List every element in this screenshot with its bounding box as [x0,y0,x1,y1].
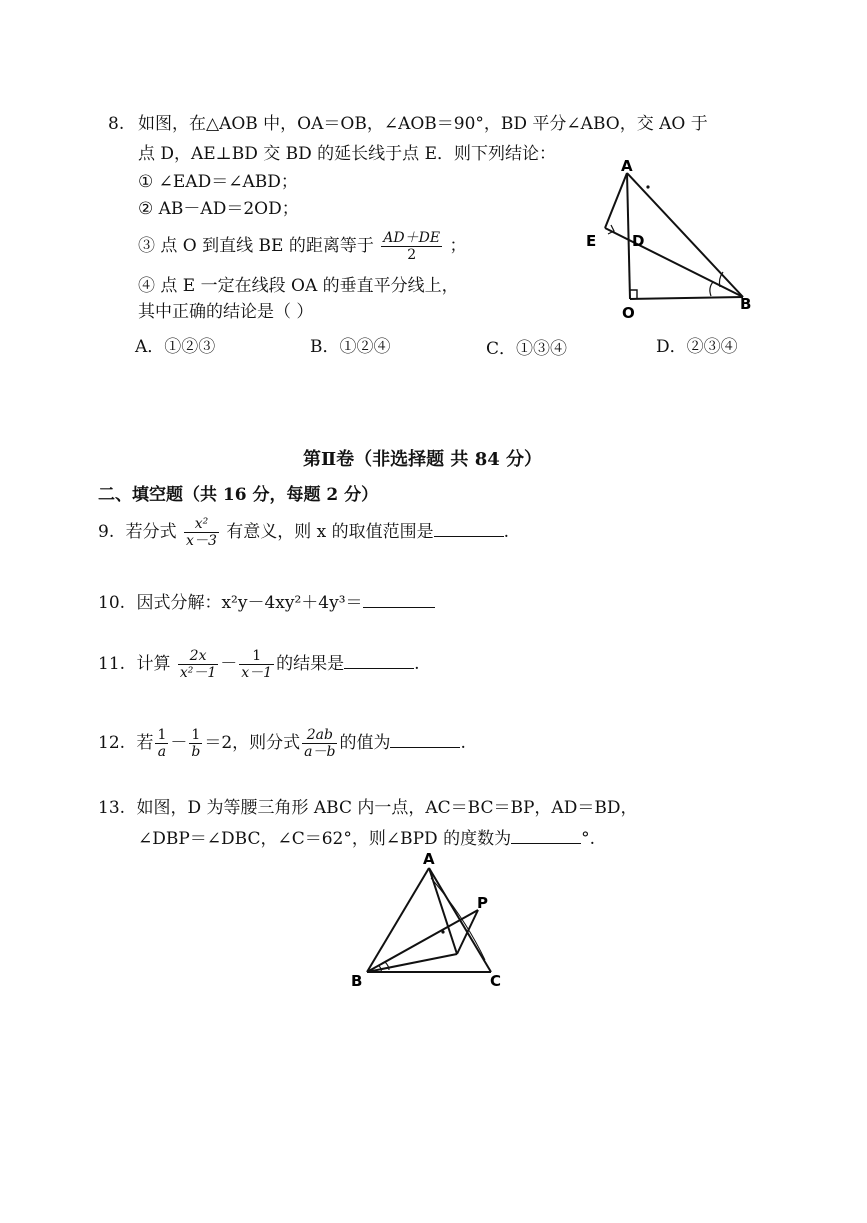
q8-item3-num: AD＋DE [383,230,441,246]
q13-line1: 如图，D 为等腰三角形 ABC 内一点，AC＝BC＝BP，AD＝BD， [136,798,638,818]
q8-item3-den: 2 [407,247,417,263]
q13-label-A: A [423,850,435,868]
q8-dot [646,185,649,188]
q11-answer-blank[interactable] [344,667,414,669]
q10-text: 因式分解：x²y－4xy²＋4y³＝ [136,593,363,613]
q8-seg-EB [605,228,743,297]
q8-figure [575,155,775,325]
q10 [98,592,435,614]
q12-fraction-1 [155,727,168,760]
q9-suffix: 有意义，则 x 的取值范围是 [226,522,434,542]
q8-item3-suffix: ； [449,236,467,256]
q11-minus: － [220,654,238,674]
q13-line2: ∠DBP＝∠DBC，∠C＝62°，则∠BPD 的度数为 [138,829,512,849]
q11-den1: x²－1 [179,665,217,681]
q11-end: . [414,654,420,674]
q12-minus: － [170,733,188,753]
q12-den1: a [157,744,167,760]
q12-answer-blank[interactable] [390,746,460,748]
q8-number: 8. [108,114,125,134]
q12-num3: 2ab [302,727,337,744]
q8-option-a: A．①②③ [135,337,216,357]
q12-number: 12. [98,733,126,753]
q12-fraction-2 [189,727,202,760]
q8-label-O: O [622,304,635,322]
q13-end: °. [581,829,595,849]
q9-end: . [503,522,510,542]
q13-line2-row [138,828,595,850]
q8-right-angle-O [630,290,637,299]
q8-label-B: B [740,295,752,313]
q13-seg-BP [367,910,478,972]
q8-option-b: B．①②④ [310,337,391,357]
q13-line1-row [98,797,637,819]
q8-seg-AO [627,173,630,299]
q10-number: 10. [98,593,126,613]
q13-label-B: B [351,972,363,990]
q9-answer-blank[interactable] [434,535,504,537]
q13-figure [345,848,515,993]
q13-dot [441,930,444,933]
q8-item3-prefix: ③ 点 O 到直线 BE 的距离等于 [138,236,374,256]
q9-fraction [184,516,219,549]
q9-num: x² [184,516,219,533]
q8-label-D: D [632,232,645,250]
q12 [98,727,466,760]
q8-ask: 其中正确的结论是（ ） [138,302,314,322]
q12-den3: a－b [304,744,336,760]
q12-suffix: 的值为 [339,733,391,753]
q11-num2: 1 [239,648,274,665]
q11-number: 11. [98,654,126,674]
q8-item3 [138,230,466,263]
q12-num2: 1 [189,727,202,744]
section2-title: 第Ⅱ卷（非选择题 共 84 分） [303,449,543,470]
q13-number: 13. [98,798,126,818]
q8-seg-OB [630,297,743,299]
q8-option-c: C．①③④ [486,339,568,359]
q8-item2: ② AB－AD＝2OD； [138,199,299,219]
q13-answer-blank[interactable] [511,842,581,844]
q13-label-C: C [490,972,502,990]
q8-item1: ① ∠EAD＝∠ABD； [138,172,298,192]
section2-heading: 二、填空题（共 16 分，每题 2 分） [98,485,379,505]
q8-line2: 点 D，AE⊥BD 交 BD 的延长线于点 E．则下列结论： [138,144,556,164]
q12-prefix: 若 [136,733,154,753]
q12-den2: b [191,744,201,760]
q9-den: x－3 [186,533,217,549]
q8-item4: ④ 点 E 一定在线段 OA 的垂直平分线上， [138,276,459,296]
q13-label-P: P [477,894,488,912]
q8-option-d: D．②③④ [656,337,738,357]
q8-angle-mark-1 [710,282,713,296]
q10-answer-blank[interactable] [363,606,435,608]
q8-label-E: E [586,232,597,250]
q11-fraction-2 [239,648,274,681]
q8-item3-fraction [381,230,442,263]
q8-label-A: A [621,157,633,175]
q9 [98,516,509,549]
q11 [98,648,420,681]
q9-number: 9. [98,522,115,542]
q11-prefix: 计算 [136,654,171,674]
q11-suffix: 的结果是 [276,654,345,674]
q11-num1: 2x [178,648,218,665]
q12-fraction-3 [302,727,337,760]
q12-num1: 1 [157,727,167,743]
q11-fraction-1 [178,648,218,681]
q11-den2: x－1 [241,665,273,681]
q8-seg-AE [605,173,627,228]
q9-prefix: 若分式 [125,522,177,542]
q12-end: . [460,733,466,753]
q12-eq: ＝2，则分式 [204,733,301,753]
q13-seg-AB [367,868,429,972]
q8-line1: 如图，在△AOB 中，OA＝OB，∠AOB＝90°，BD 平分∠ABO，交 AO 于 [138,114,708,134]
